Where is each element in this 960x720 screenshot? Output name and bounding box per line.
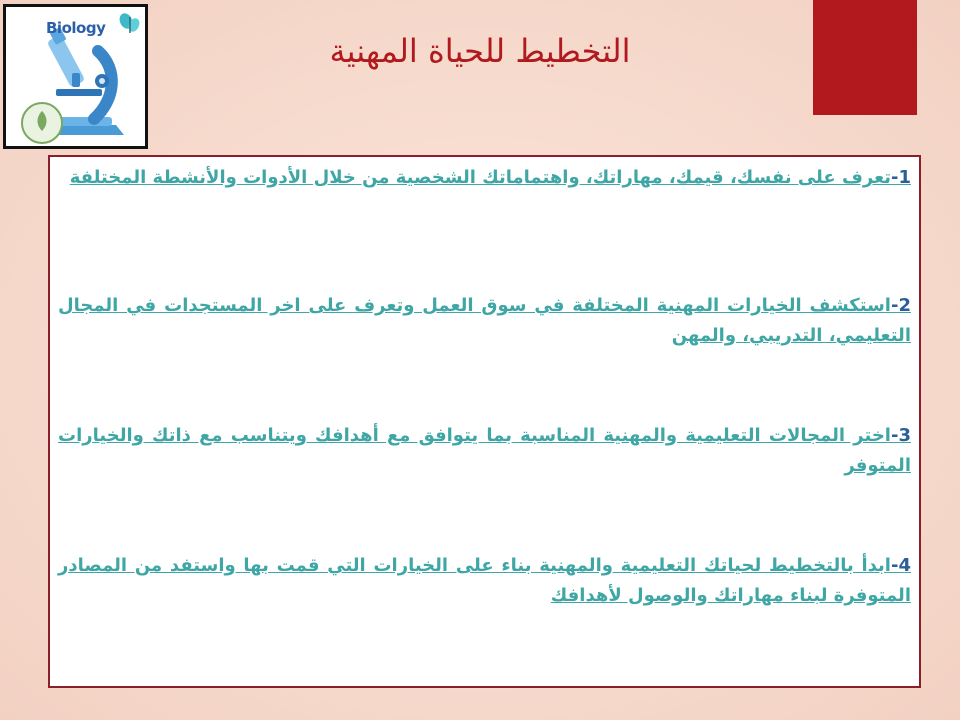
list-item[interactable]	[58, 163, 911, 193]
slide-title: التخطيط للحياة المهنية	[329, 32, 631, 70]
butterfly-icon	[117, 11, 141, 33]
logo-wordmark: Biology	[46, 19, 106, 37]
list-item[interactable]	[58, 291, 911, 351]
item-number: 2-	[890, 295, 911, 316]
list-item[interactable]	[58, 421, 911, 481]
item-number: 3-	[890, 425, 911, 446]
item-text[interactable]: ابدأ بالتخطيط لحياتك التعليمية والمهنية بناء على الخيارات التي قمت بها واستفد من المصادر المتوفرة لبناء مهاراتك والوصول لأهدافك	[58, 555, 911, 606]
list-item[interactable]	[58, 551, 911, 611]
biology-logo	[3, 4, 148, 149]
decorative-red-bar	[813, 0, 917, 115]
item-number: 4-	[890, 555, 911, 576]
item-number: 1-	[890, 167, 911, 188]
item-text[interactable]: استكشف الخيارات المهنية المختلفة في سوق العمل وتعرف على اخر المستجدات في المجال التعليمي، التدريبي، والمهن	[58, 295, 911, 346]
item-text[interactable]: تعرف على نفسك، قيمك، مهاراتك، واهتماماتك الشخصية من خلال الأدوات والأنشطة المختلفة	[69, 167, 891, 188]
item-text[interactable]: اختر المجالات التعليمية والمهنية المناسبة بما يتوافق مع أهدافك ويتناسب مع ذاتك والخيارات المتوفر	[58, 425, 911, 476]
content-box	[48, 155, 921, 688]
